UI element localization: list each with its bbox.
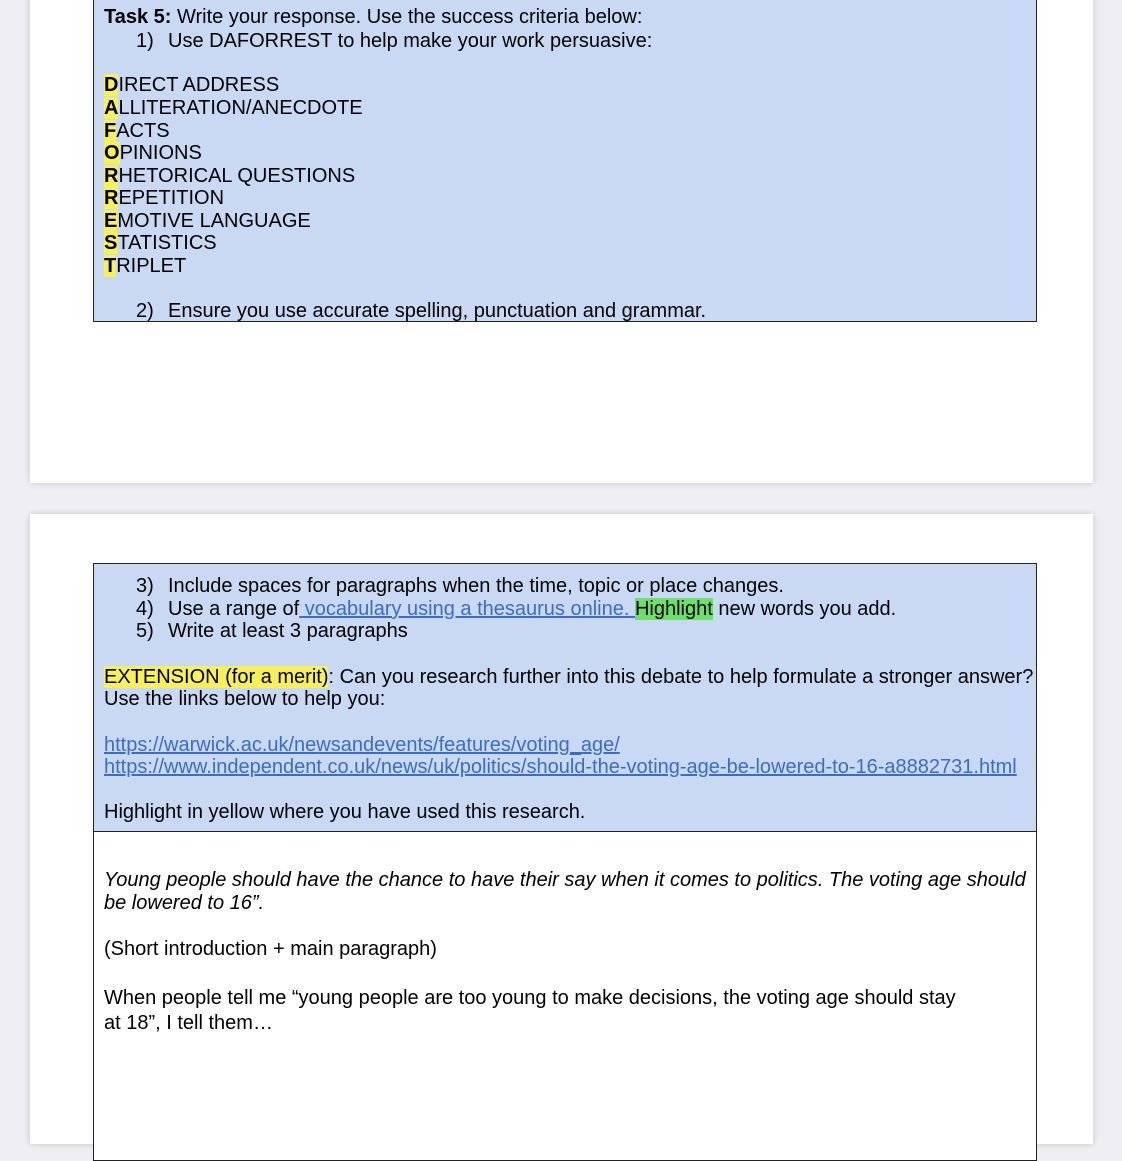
task-title: Task 5: [104, 6, 172, 28]
criteria-1: 1) Use DAFORREST to help make your work persuasive: [136, 30, 653, 52]
extension-line: EXTENSION (for a merit): Can you research further into this debate to help formulate a stronger answer? [104, 666, 1034, 688]
document-page-2 [30, 514, 1093, 1144]
acronym-item: ALLITERATION/ANECDOTE [104, 97, 363, 119]
prompt-line-1: Young people should have the chance to have their say when it comes to politics. The voting age should [104, 869, 1026, 891]
criteria-2: 2) Ensure you use accurate spelling, punctuation and grammar. [136, 300, 707, 322]
acronym-item: REPETITION [104, 187, 225, 209]
criteria-3: 3) Include spaces for paragraphs when the time, topic or place changes. [136, 575, 784, 597]
highlight-word: Highlight [634, 598, 713, 620]
acronym-item: TRIPLET [104, 255, 187, 277]
response-line-2[interactable]: at 18”, I tell them… [104, 1012, 273, 1034]
prompt-line-2: be lowered to 16”. [104, 892, 265, 914]
thesaurus-link[interactable]: vocabulary using a thesaurus online. [299, 598, 635, 620]
research-note: Highlight in yellow where you have used this research. [104, 801, 586, 823]
response-line-1[interactable]: When people tell me “young people are too young to make decisions, the voting age should stay [104, 987, 956, 1009]
extension-line-2: Use the links below to help you: [104, 688, 386, 710]
acronym-item: RHETORICAL QUESTIONS [104, 165, 356, 187]
independent-link[interactable]: https://www.independent.co.uk/news/uk/politics/should-the-voting-age-be-lowered-to-16-a8882731.html [104, 756, 1017, 778]
structure-hint: (Short introduction + main paragraph) [104, 938, 437, 960]
criteria-5: 5) Write at least 3 paragraphs [136, 620, 408, 642]
task-heading [104, 6, 642, 29]
task-criteria-box [93, 0, 1037, 322]
research-link-warwick[interactable] [104, 734, 620, 757]
response-box[interactable] [93, 831, 1037, 1161]
warwick-link[interactable]: https://warwick.ac.uk/newsandevents/features/voting_age/ [104, 734, 620, 756]
acronym-item: EMOTIVE LANGUAGE [104, 210, 311, 232]
research-link-independent[interactable] [104, 756, 1017, 779]
acronym-item: FACTS [104, 120, 170, 142]
acronym-item: OPINIONS [104, 142, 202, 164]
criteria-4: 4) Use a range of vocabulary using a thesaurus online. Highlight new words you add. [136, 598, 897, 620]
acronym-item: STATISTICS [104, 232, 217, 254]
extension-label: EXTENSION (for a merit) [104, 666, 329, 688]
document-page-1 [30, 0, 1093, 483]
acronym-item: DIRECT ADDRESS [104, 74, 280, 96]
criteria-continued-box [93, 563, 1037, 832]
task-instruction: Write your response. Use the success criteria below: [171, 6, 643, 28]
